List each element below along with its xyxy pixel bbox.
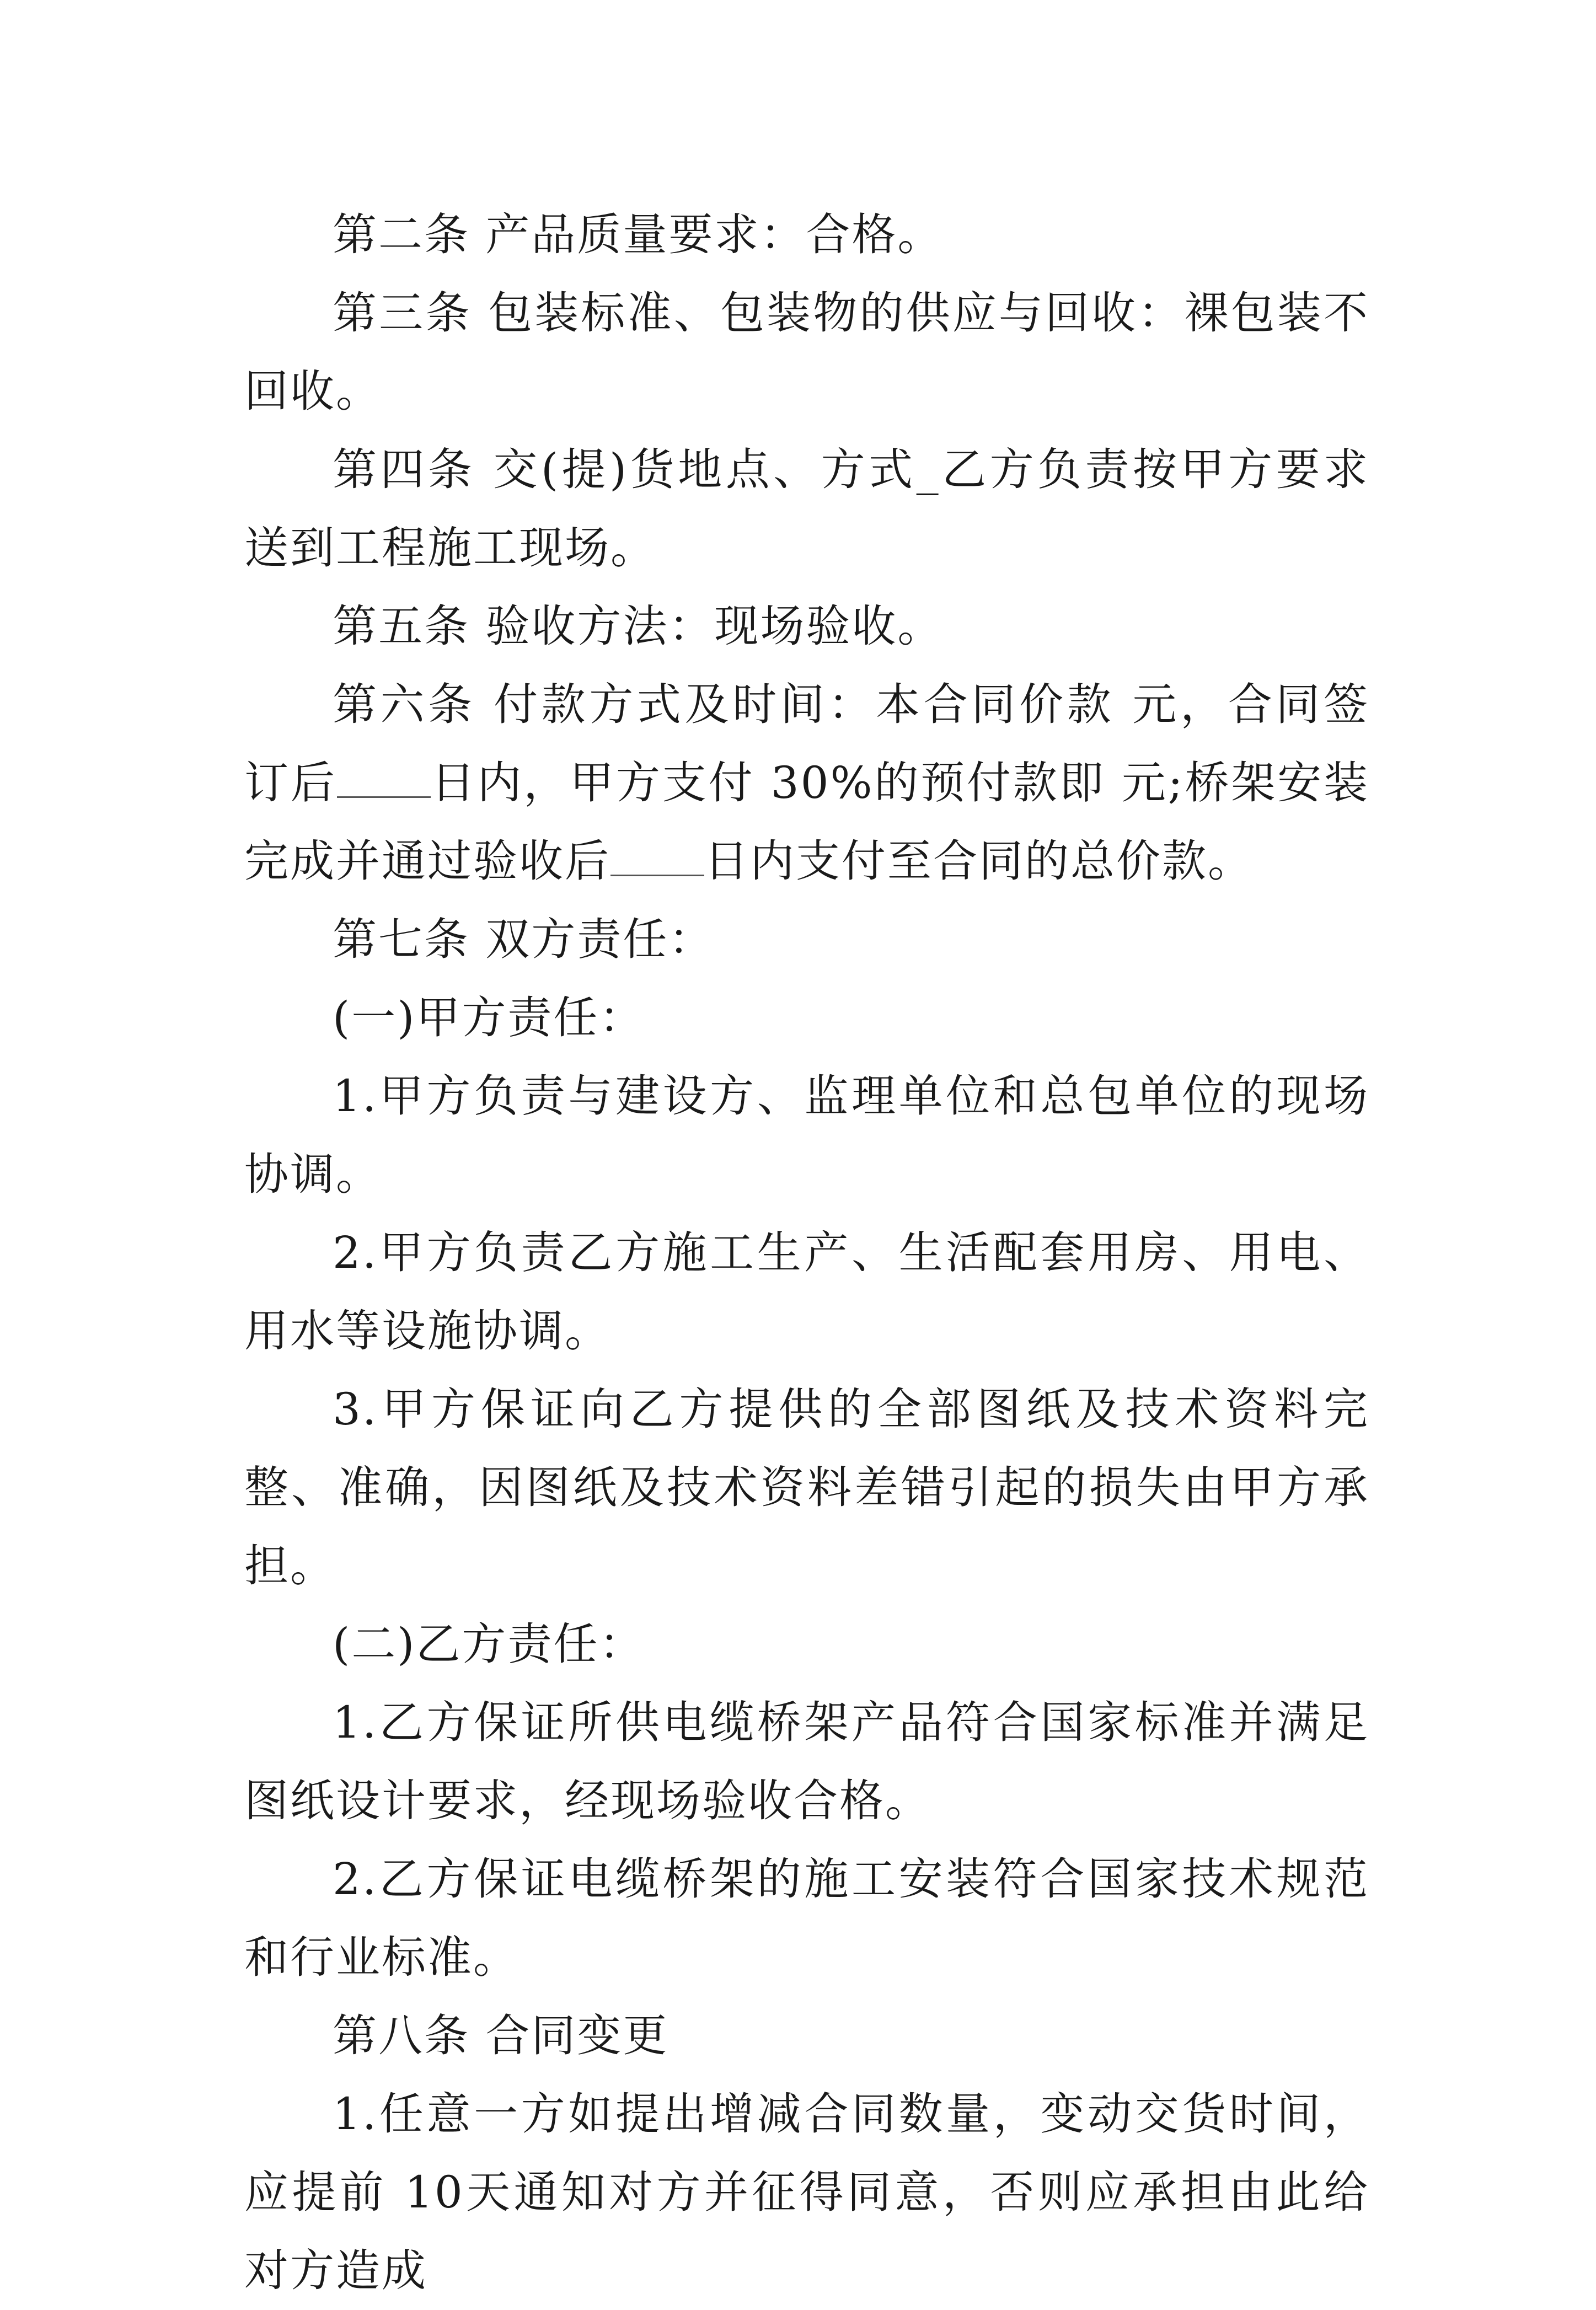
article-6-text-part1: 第六条 付款方式及时间：本合同价款 元，合同签订后 — [244, 679, 1369, 808]
article-6-text-part3: 日内支付至合同的总价款。 — [704, 835, 1254, 887]
party-b-item-1: 1.乙方保证所供电缆桥架产品符合国家标准并满足图纸设计要求，经现场验收合格。 — [244, 1697, 1369, 1826]
article-5-paragraph: 第五条 验收方法：现场验收。 — [333, 601, 944, 652]
party-a-item-1: 1.甲方负责与建设方、监理单位和总包单位的现场协调。 — [244, 1070, 1369, 1200]
article-3-paragraph: 第三条 包装标准、包装物的供应与回收：裸包装不回收。 — [244, 287, 1369, 417]
payment-days-blank — [337, 758, 431, 798]
party-b-item-2: 2.乙方保证电缆桥架的施工安装符合国家技术规范和行业标准。 — [244, 1853, 1369, 1983]
party-a-item-2: 2.甲方负责乙方施工生产、生活配套用房、用电、用水等设施协调。 — [244, 1227, 1369, 1357]
party-a-item-3: 3.甲方保证向乙方提供的全部图纸及技术资料完整、准确，因图纸及技术资料差错引起的损失由甲方承担。 — [244, 1384, 1369, 1591]
contract-body — [244, 196, 1369, 2310]
article-7-paragraph: 第七条 双方责任： — [333, 914, 715, 965]
final-payment-days-blank — [610, 836, 704, 876]
party-a-heading: (一)甲方责任： — [333, 992, 645, 1043]
article-6-text-part2: 日内，甲方支付 30%的预付款即 元;桥架安装完成并通过验收后 — [244, 757, 1370, 887]
article-2-paragraph: 第二条 产品质量要求：合格。 — [333, 209, 944, 260]
article-4-paragraph: 第四条 交(提)货地点、方式_乙方负责按甲方要求送到工程施工现场。 — [244, 444, 1369, 574]
article-8-paragraph: 第八条 合同变更 — [333, 2010, 669, 2061]
party-b-heading: (二)乙方责任： — [333, 1618, 645, 1670]
article-8-item-1: 1.任意一方如提出增减合同数量，变动交货时间，应提前 10天通知对方并征得同意，否则应承担由此给对方造成 — [244, 2088, 1369, 2296]
article-6-paragraph — [244, 666, 1369, 901]
